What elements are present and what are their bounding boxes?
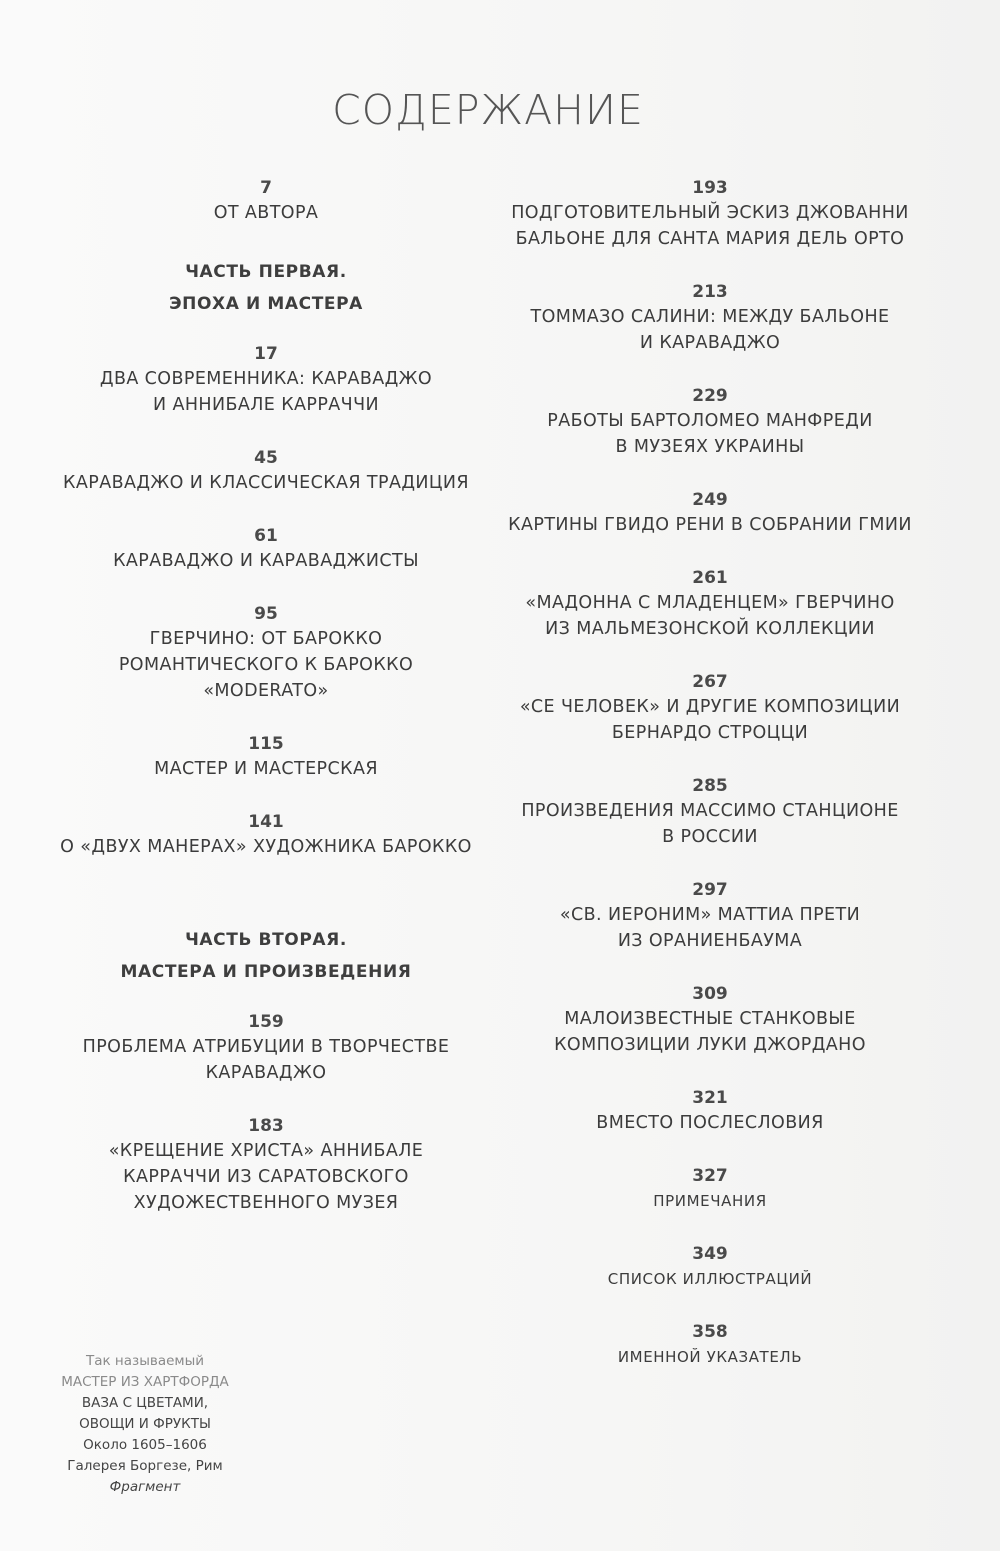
toc-entry[interactable] — [500, 488, 920, 538]
toc-entry-title: И АННИБАЛЕ КАРРАЧЧИ — [153, 395, 379, 415]
toc-entry-title: ИЗ МАЛЬМЕЗОНСКОЙ КОЛЛЕКЦИИ — [545, 619, 875, 639]
toc-entry[interactable] — [60, 342, 472, 418]
caption-artwork-title: ВАЗА С ЦВЕТАМИ, — [81, 1395, 209, 1411]
caption-attribution: Так называемый — [85, 1353, 205, 1369]
part-heading — [60, 256, 472, 320]
toc-entry[interactable] — [500, 670, 920, 746]
toc-entry[interactable] — [60, 176, 472, 226]
toc-entry-title: КАРАВАДЖО — [205, 1063, 327, 1083]
toc-entry[interactable] — [500, 1242, 920, 1292]
toc-page-number: 267 — [692, 672, 728, 692]
toc-left-column — [60, 176, 472, 1216]
toc-entry-title: ВМЕСТО ПОСЛЕСЛОВИЯ — [596, 1113, 824, 1133]
toc-entry-title: КАРРАЧЧИ ИЗ САРАТОВСКОГО — [123, 1167, 409, 1187]
toc-entry-title: РАБОТЫ БАРТОЛОМЕО МАНФРЕДИ — [547, 411, 873, 431]
toc-entry[interactable] — [500, 280, 920, 356]
part-heading-line: ЭПОХА И МАСТЕРА — [169, 294, 363, 314]
toc-entry-title: ПРОИЗВЕДЕНИЯ МАССИМО СТАНЦИОНЕ — [521, 801, 899, 821]
toc-entry-title: «СВ. ИЕРОНИМ» МАТТИА ПРЕТИ — [559, 905, 861, 925]
toc-entry[interactable] — [500, 566, 920, 642]
toc-entry-title: ТОММАЗО САЛИНИ: МЕЖДУ БАЛЬОНЕ — [530, 307, 890, 327]
toc-entry[interactable] — [500, 878, 920, 954]
caption-location: Галерея Боргезе, Рим — [67, 1458, 223, 1474]
toc-page-number: 95 — [254, 604, 278, 624]
toc-page-number: 193 — [692, 178, 728, 198]
toc-page-number: 141 — [248, 812, 284, 832]
toc-entry-title: «КРЕЩЕНИЕ ХРИСТА» АННИБАЛЕ — [108, 1141, 424, 1161]
toc-entry-title: БАЛЬОНЕ ДЛЯ САНТА МАРИЯ ДЕЛЬ ОРТО — [515, 229, 905, 249]
toc-entry-title: ГВЕРЧИНО: ОТ БАРОККО — [149, 629, 383, 649]
illustration-caption — [60, 1351, 230, 1498]
toc-page-number: 261 — [692, 568, 728, 588]
toc-page-number: 285 — [692, 776, 728, 796]
toc-entry-title: ИЗ ОРАНИЕНБАУМА — [617, 931, 803, 951]
toc-entry[interactable] — [500, 1086, 920, 1136]
toc-page-number: 115 — [248, 734, 284, 754]
toc-page-number: 349 — [692, 1244, 728, 1264]
toc-entry-title: ХУДОЖЕСТВЕННОГО МУЗЕЯ — [133, 1193, 399, 1213]
toc-entry[interactable] — [60, 446, 472, 496]
toc-entry-title: «СЕ ЧЕЛОВЕК» И ДРУГИЕ КОМПОЗИЦИИ — [519, 697, 901, 717]
page-title: СОДЕРЖАНИЕ — [332, 86, 644, 134]
part-heading-line: МАСТЕРА И ПРОИЗВЕДЕНИЯ — [120, 962, 412, 982]
toc-right-column — [500, 176, 920, 1370]
toc-page-number: 45 — [254, 448, 278, 468]
toc-page-number: 249 — [692, 490, 728, 510]
toc-entry-title: МАСТЕР И МАСТЕРСКАЯ — [154, 759, 378, 779]
toc-entry-title: МАЛОИЗВЕСТНЫЕ СТАНКОВЫЕ — [564, 1009, 856, 1029]
toc-page-number: 229 — [692, 386, 728, 406]
toc-entry-title: СПИСОК ИЛЛЮСТРАЦИЙ — [607, 1270, 813, 1288]
toc-page-number: 213 — [692, 282, 728, 302]
part-heading-line: ЧАСТЬ ПЕРВАЯ. — [185, 262, 347, 282]
toc-entry[interactable] — [500, 1164, 920, 1214]
toc-entry-title: ОТ АВТОРА — [213, 203, 319, 223]
caption-artist: МАСТЕР ИЗ ХАРТФОРДА — [61, 1374, 229, 1390]
toc-page-number: 61 — [254, 526, 278, 546]
toc-page-number: 321 — [692, 1088, 728, 1108]
toc-page-number: 7 — [260, 178, 272, 198]
toc-entry-title: В МУЗЕЯХ УКРАИНЫ — [615, 437, 805, 457]
caption-note: Фрагмент — [109, 1479, 181, 1495]
part-heading-line: ЧАСТЬ ВТОРАЯ. — [185, 930, 347, 950]
caption-artwork-title: ОВОЩИ И ФРУКТЫ — [79, 1416, 211, 1432]
toc-entry-title: ИМЕННОЙ УКАЗАТЕЛЬ — [617, 1348, 803, 1366]
toc-entry[interactable] — [500, 176, 920, 252]
toc-entry-title: ПРОБЛЕМА АТРИБУЦИИ В ТВОРЧЕСТВЕ — [82, 1037, 450, 1057]
toc-page-number: 309 — [692, 984, 728, 1004]
toc-entry-title: О «ДВУХ МАНЕРАХ» ХУДОЖНИКА БАРОККО — [60, 837, 472, 857]
toc-entry-title: КАРАВАДЖО И КАРАВАДЖИСТЫ — [113, 551, 419, 571]
toc-page-number: 358 — [692, 1322, 728, 1342]
caption-date: Около 1605–1606 — [83, 1437, 207, 1453]
toc-page-number: 183 — [248, 1116, 284, 1136]
toc-entry-title: «МАДОННА С МЛАДЕНЦЕМ» ГВЕРЧИНО — [525, 593, 895, 613]
toc-page-number: 159 — [248, 1012, 284, 1032]
toc-entry[interactable] — [60, 732, 472, 782]
toc-entry-title: ДВА СОВРЕМЕННИКА: КАРАВАДЖО — [99, 369, 433, 389]
toc-page-number: 297 — [692, 880, 728, 900]
toc-entry[interactable] — [500, 982, 920, 1058]
toc-page-number: 327 — [692, 1166, 728, 1186]
toc-entry-title: ПОДГОТОВИТЕЛЬНЫЙ ЭСКИЗ ДЖОВАННИ — [511, 203, 909, 223]
toc-entry-title: РОМАНТИЧЕСКОГО К БАРОККО — [118, 655, 414, 675]
toc-entry-title: «MODERATO» — [203, 681, 329, 701]
toc-entry[interactable] — [500, 1320, 920, 1370]
toc-entry[interactable] — [60, 524, 472, 574]
toc-entry-title: В РОССИИ — [662, 827, 758, 847]
part-heading — [60, 924, 472, 988]
toc-entry-title: КОМПОЗИЦИИ ЛУКИ ДЖОРДАНО — [554, 1035, 866, 1055]
toc-entry-title: КАРАВАДЖО И КЛАССИЧЕСКАЯ ТРАДИЦИЯ — [63, 473, 469, 493]
toc-entry-title: КАРТИНЫ ГВИДО РЕНИ В СОБРАНИИ ГМИИ — [508, 515, 912, 535]
toc-entry[interactable] — [60, 602, 472, 704]
toc-page-number: 17 — [254, 344, 278, 364]
toc-entry[interactable] — [60, 1114, 472, 1216]
toc-entry-title: И КАРАВАДЖО — [639, 333, 781, 353]
toc-entry[interactable] — [60, 1010, 472, 1086]
toc-entry-title: БЕРНАРДО СТРОЦЦИ — [611, 723, 809, 743]
toc-entry[interactable] — [500, 384, 920, 460]
toc-entry-title: ПРИМЕЧАНИЯ — [653, 1192, 767, 1210]
toc-entry[interactable] — [60, 810, 472, 860]
toc-entry[interactable] — [500, 774, 920, 850]
